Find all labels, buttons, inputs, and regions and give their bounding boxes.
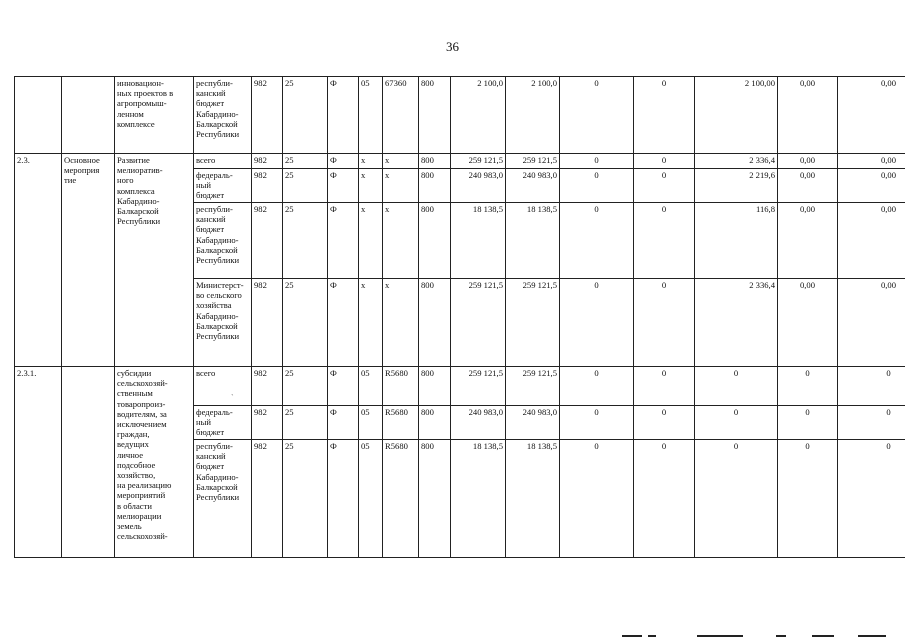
row-number-cell: 2.3. [15,154,62,367]
code-cell: Ф [328,203,359,279]
value-cell: 0,00 [778,169,838,203]
value-cell: 0 [560,169,634,203]
value-cell: 0 [560,279,634,367]
code-cell: х [359,279,383,367]
value-cell: 2 336,4 [695,154,778,169]
table-row [15,367,905,406]
scan-edge-mark [776,635,786,637]
event-type-cell: Основное мероприя тие [62,154,115,367]
value-cell: 0 [560,154,634,169]
code-cell: 05 [359,77,383,154]
code-cell: х [359,154,383,169]
value-cell: 240 983,0 [451,406,506,440]
value-cell: 0 [634,169,695,203]
value-cell: 259 121,5 [451,279,506,367]
value-cell: 0 [634,406,695,440]
funding-source-cell: федераль- ный бюджет [194,406,252,440]
value-cell: 0 [695,406,778,440]
grbs-cell: 982 [252,169,283,203]
page-number: 36 [446,39,459,54]
code-cell: Ф [328,77,359,154]
grbs-cell: 982 [252,406,283,440]
value-cell: 0 [778,367,838,406]
code-cell: 05 [359,406,383,440]
value-cell: 0 [838,406,905,440]
event-name-cell: инновацион- ных проектов в агропромыш- ленном комплексе [115,77,194,154]
code-cell: 25 [283,154,328,169]
funding-source-cell: Министерст- во сельского хозяйства Кабардино- Балкарской Республики [194,279,252,367]
value-cell: 0,00 [778,154,838,169]
scan-edge-marks [0,632,905,640]
grbs-cell: 982 [252,203,283,279]
table-row [15,154,905,169]
code-cell: R5680 [383,367,419,406]
value-cell: 2 100,0 [451,77,506,154]
value-cell: 0,00 [838,203,905,279]
value-cell: 240 983,0 [451,169,506,203]
code-cell: Ф [328,367,359,406]
scan-edge-mark [858,635,886,637]
code-cell: 25 [283,279,328,367]
code-cell: х [383,203,419,279]
value-cell: 259 121,5 [451,367,506,406]
scan-artifact-mark: ` [231,393,234,402]
code-cell: 25 [283,406,328,440]
grbs-cell: 982 [252,440,283,558]
scan-edge-mark [697,635,743,637]
funding-source-cell: всего [194,367,252,406]
value-cell: 0,00 [838,77,905,154]
code-cell: 800 [419,154,451,169]
budget-table [14,76,905,558]
event-name-cell: Развитие мелиоратив- ного комплекса Кабардино- Балкарской Республики [115,154,194,367]
funding-source-cell: республи- канский бюджет Кабардино- Балкарской Республики [194,440,252,558]
value-cell: 0 [560,406,634,440]
code-cell: Ф [328,169,359,203]
value-cell: 240 983,0 [506,406,560,440]
code-cell: х [383,169,419,203]
value-cell: 0,00 [838,154,905,169]
row-number-cell [15,77,62,154]
funding-source-cell: федераль- ный бюджет [194,169,252,203]
value-cell: 0 [634,367,695,406]
value-cell: 18 138,5 [451,440,506,558]
code-cell: 25 [283,169,328,203]
code-cell: х [359,169,383,203]
code-cell: 800 [419,77,451,154]
value-cell: 259 121,5 [506,367,560,406]
grbs-cell: 982 [252,77,283,154]
event-name-cell: субсидии сельскохозяй- ственным товаропроиз- водителям, за исключением граждан, ведущих личное подсобное хозяйство, на реализацию мероприятий в области мелиорации земель сельскохозяй- [115,367,194,558]
code-cell: Ф [328,440,359,558]
value-cell: 0,00 [778,203,838,279]
value-cell: 0,00 [778,77,838,154]
row-number-cell: 2.3.1. [15,367,62,558]
value-cell: 0,00 [778,279,838,367]
value-cell: 0 [778,406,838,440]
grbs-cell: 982 [252,279,283,367]
value-cell: 0 [560,77,634,154]
value-cell: 0 [634,154,695,169]
value-cell: 18 138,5 [506,203,560,279]
grbs-cell: 982 [252,367,283,406]
value-cell: 259 121,5 [451,154,506,169]
code-cell: 800 [419,367,451,406]
value-cell: 0 [560,203,634,279]
funding-source-cell: республи- канский бюджет Кабардино- Балкарской Республики [194,77,252,154]
value-cell: 0,00 [838,279,905,367]
event-type-cell [62,367,115,558]
value-cell: 2 336,4 [695,279,778,367]
value-cell: 0 [634,440,695,558]
value-cell: 0 [634,203,695,279]
event-type-cell [62,77,115,154]
scan-edge-mark [622,635,642,637]
code-cell: 05 [359,367,383,406]
code-cell: 800 [419,169,451,203]
code-cell: 800 [419,203,451,279]
value-cell: 2 219,6 [695,169,778,203]
value-cell: 0 [695,367,778,406]
value-cell: 18 138,5 [506,440,560,558]
value-cell: 0 [634,77,695,154]
code-cell: х [359,203,383,279]
scan-edge-mark [812,635,834,637]
code-cell: R5680 [383,440,419,558]
code-cell: 800 [419,406,451,440]
code-cell: х [383,279,419,367]
value-cell: 0 [560,440,634,558]
code-cell: 67360 [383,77,419,154]
code-cell: 800 [419,279,451,367]
code-cell: R5680 [383,406,419,440]
value-cell: 2 100,00 [695,77,778,154]
value-cell: 259 121,5 [506,154,560,169]
code-cell: 25 [283,203,328,279]
value-cell: 0 [778,440,838,558]
code-cell: 800 [419,440,451,558]
code-cell: 25 [283,367,328,406]
value-cell: 259 121,5 [506,279,560,367]
value-cell: 18 138,5 [451,203,506,279]
value-cell: 0 [695,440,778,558]
value-cell: 0,00 [838,169,905,203]
value-cell: 116,8 [695,203,778,279]
code-cell: Ф [328,279,359,367]
value-cell: 2 100,0 [506,77,560,154]
value-cell: 240 983,0 [506,169,560,203]
funding-source-cell: всего [194,154,252,169]
code-cell: Ф [328,154,359,169]
code-cell: 25 [283,77,328,154]
value-cell: 0 [838,440,905,558]
value-cell: 0 [634,279,695,367]
value-cell: 0 [560,367,634,406]
funding-source-cell: республи- канский бюджет Кабардино- Балкарской Республики [194,203,252,279]
code-cell: х [383,154,419,169]
scan-edge-mark [648,635,656,637]
code-cell: Ф [328,406,359,440]
code-cell: 25 [283,440,328,558]
code-cell: 05 [359,440,383,558]
grbs-cell: 982 [252,154,283,169]
table-row [15,77,905,154]
value-cell: 0 [838,367,905,406]
